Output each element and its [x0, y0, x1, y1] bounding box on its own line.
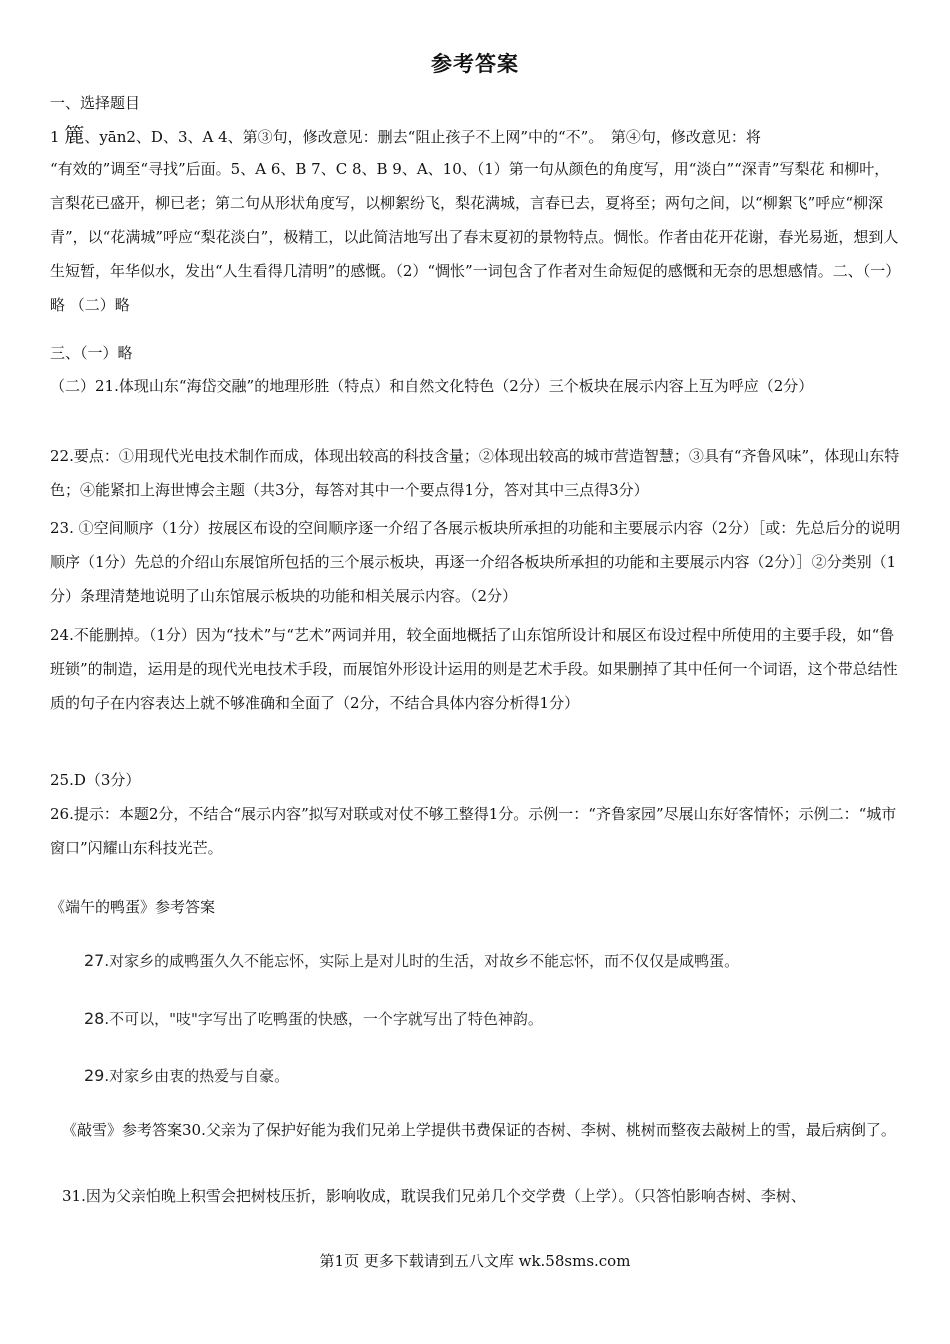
answer-23: 23. ①空间顺序（1分）按展区布设的空间顺序逐一介绍了各展示板块所承担的功能和主要展示内容（2分）［或：先总后分的说明顺序（1分）先总的介绍山东展馆所包括的三个展示板块，再逐一介绍各板块所承担的功能和主要展示内容（2分）］②分类别（1分）条理清楚地说明了山东馆展示板块的功能和相关展示内容。（2分） [50, 519, 901, 605]
answer-26: 26.提示：本题2分，不结合“展示内容”拟写对联或对仗不够工整得1分。示例一：“齐鲁家园”尽展山东好客情怀；示例二：“城市窗口”闪耀山东科技光芒。 [50, 805, 897, 857]
answer-22: 22.要点：①用现代光电技术制作而成，体现出较高的科技含量；②体现出较高的城市营造智慧；③具有“齐鲁风味”，体现山东特色；④能紧扣上海世博会主题（共3分，每答对其中一个要点得1分，答对其中三点得3分） [50, 447, 900, 499]
answer-30: 《敲雪》参考答案30.父亲为了保护好能为我们兄弟上学提供书费保证的杏树、李树、桃树而整夜去敲树上的雪，最后病倒了。 [62, 1121, 896, 1139]
answer-28: 28.不可以，"吱"字写出了吃鸭蛋的快感，一个字就写出了特色神韵。 [84, 1009, 543, 1028]
answer-29: 29.对家乡由衷的热爱与自豪。 [84, 1066, 290, 1085]
answer-21: （二）21.体现山东“海岱交融”的地理形胜（特点）和自然文化特色（2分）三个板块在展示内容上互为呼应（2分） [50, 377, 814, 395]
answer-paragraph-1: “有效的”调至“寻找”后面。5、A 6、B 7、C 8、B 9、A、10、（1）第一句从颜色的角度写，用“淡白”“深青”写梨花 和柳叶，言梨花已盛开，柳已老；第二句从形状角度写，以柳絮纷飞，梨花满城，言春已去，夏将至；两句之间，以“柳絮飞”呼应“柳深青”，以“花满城”呼应“梨花淡白”，极精工，以此简洁地写出了春末夏初的景物特点。惆怅。作者由花开花谢，春光易逝，想到人生短暂，年华似水，发出“人生看得几清明”的感慨。（2）“惆怅”一词包含了作者对生命短促的感慨和无奈的思想感情。二、（一）略 （二）略 [50, 160, 901, 314]
answer-24: 24.不能删掉。（1分）因为“技术”与“艺术”两词并用，较全面地概括了山东馆所设计和展区布设过程中所使用的主要手段，如“鲁班锁”的制造，运用是的现代光电技术手段，而展馆外形设计运用的则是艺术手段。如果删掉了其中任何一个词语，这个带总结性质的句子在内容表达上就不够准确和全面了（2分，不结合具体内容分析得1分） [50, 626, 898, 712]
section-heading-three: 三、（一）略 [50, 344, 133, 362]
duck-heading: 《端午的鸭蛋》参考答案 [50, 898, 216, 916]
answer-line-1: 1 簏、yān2、D、3、A 4、第③句，修改意见：删去“阻止孩子不上网”中的“不”。 第④句，修改意见：将 [50, 123, 761, 147]
section-heading-choice: 一、选择题目 [50, 94, 141, 112]
answer-27: 27.对家乡的咸鸭蛋久久不能忘怀，实际上是对儿时的生活，对故乡不能忘怀，而不仅仅是咸鸭蛋。 [84, 951, 740, 970]
page-title: 参考答案 [431, 51, 519, 76]
hanzi-char: 簏 [64, 123, 85, 147]
page-footer: 第1页 更多下载请到五八文库 wk.58sms.com [319, 1252, 631, 1270]
answer-31: 31.因为父亲怕晚上积雪会把树枝压折，影响收成，耽误我们兄弟几个交学费（上学）。（只答怕影响杏树、李树、 [62, 1187, 806, 1205]
answer-25: 25.D（3分） [50, 771, 141, 789]
